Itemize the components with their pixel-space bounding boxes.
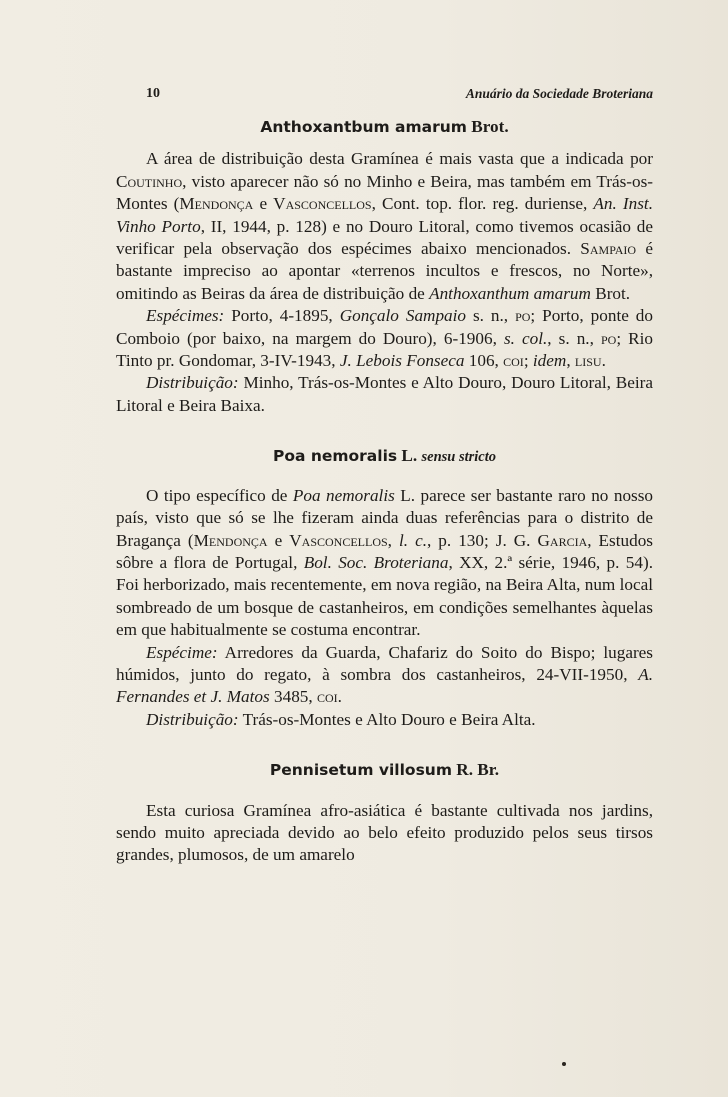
species-heading-pennisetum xyxy=(116,759,653,781)
species-author: Brot. xyxy=(471,117,509,136)
species-sensu: sensu stricto xyxy=(421,449,497,466)
paragraph-pennisetum: Esta curiosa Gramínea afro-asiática é bastante cultivada nos jardins, sendo muito apreciada devido ao belo efeito produzido pelos seus tirsos grandes, plumosos, de um amarelo xyxy=(116,800,653,865)
species-name: Anthoxantbum amarum xyxy=(260,118,467,136)
species-name: Pennisetum villosum xyxy=(269,761,452,780)
paragraph-distribution-area: A área de distribuição desta Gramínea é mais vasta que a indicada por Coutinho, visto aparecer não só no Minho e Beira, mas também em Trás-os-Montes (Mendonça e Vasconcellos, Cont. top. flor. reg. duriense, An. Inst. Vinho Porto, II, 1944, p. 128) e no Douro Litoral, como tivemos ocasião de verificar pela observação dos espécimes abaixo mencionados. Sampaio é bastante impreciso ao apontar «terrenos incultos e frescos, no Norte», omitindo as Beiras da área de distribuição de Anthoxanthum amarum Brot. xyxy=(116,149,653,303)
species-author: L. xyxy=(401,446,418,466)
species-heading-anthoxanthum xyxy=(116,116,653,138)
species-author: R. Br. xyxy=(456,760,500,780)
paragraph-distribution: Distribuição: Trás-os-Montes e Alto Douro e Beira Alta. xyxy=(146,709,536,729)
page-number: 10 xyxy=(146,86,160,101)
paragraph-distribution: Distribuição: Minho, Trás-os-Montes e Alto Douro, Douro Litoral, Beira Litoral e Beira Baixa. xyxy=(116,373,653,415)
article-body xyxy=(116,116,653,867)
species-name: Poa nemoralis xyxy=(272,447,398,466)
paragraph-poa-type: O tipo específico de Poa nemoralis L. parece ser bastante raro no nosso país, visto que só se lhe fizeram ainda duas referências para o distrito de Bragança (Mendonça e Vasconcellos, l. c., p. 130; J. G. Garcia, Estudos sôbre a flora de Portugal, Bol. Soc. Broteriana, XX, 2.ª série, 1946, p. 54). Foi herborizado, mais recentemente, em nova região, na Beira Alta, num local sombreado de um bosque de castanheiros, em condições semelhantes àquelas em que habitualmente se costuma encontrar. xyxy=(116,485,654,640)
paragraph-specimens: Espécimes: Porto, 4-1895, Gonçalo Sampaio s. n., po; Porto, ponte do Comboio (por baixo, na margem do Douro), 6-1906, s. col., s. n., po; Rio Tinto pr. Gondomar, 3-IV-1943, J. Lebois Fonseca 106, coi; idem, lisu. xyxy=(116,306,653,371)
ink-speck xyxy=(562,1062,566,1066)
species-heading-poa xyxy=(116,445,653,468)
journal-title: Anuário da Sociedade Broteriana xyxy=(465,86,653,101)
paragraph-specimen: Espécime: Arredores da Guarda, Chafariz do Soito do Bispo; lugares húmidos, junto do regato, à sombra dos castanheiros, 24-VII-1950, A. Fernandes et J. Matos 3485, coi. xyxy=(116,642,653,707)
